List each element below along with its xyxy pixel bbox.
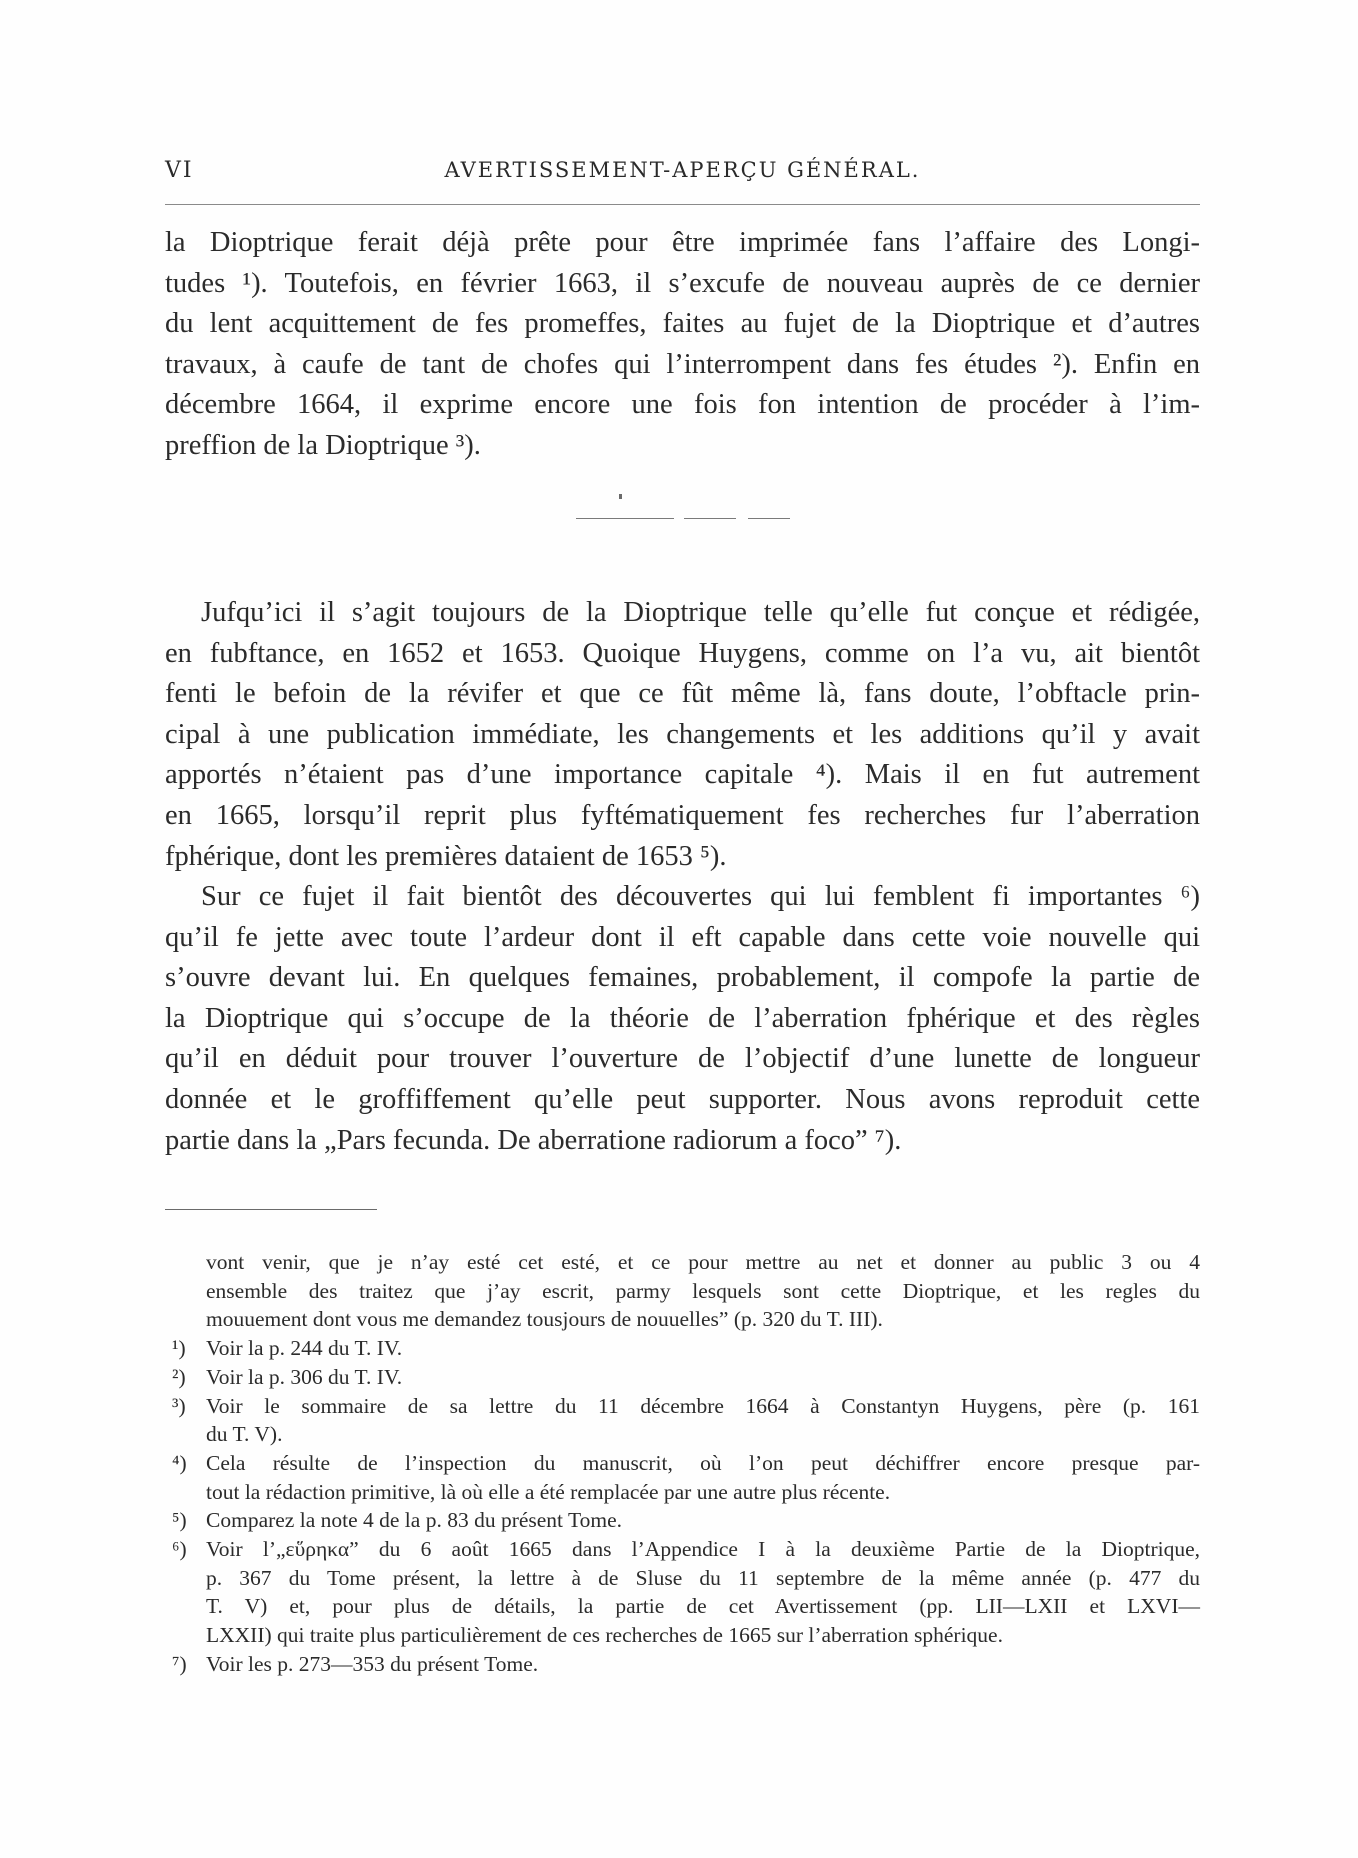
footnote-6 — [172, 1535, 1200, 1650]
text-line: s’ouvre devant lui. En quelques femaines, probablement, il compofe la partie de — [165, 962, 1200, 994]
footnote-line: Cela résulte de l’inspection du manuscrit, où l’on peut déchiffrer encore presque par- — [206, 1450, 1200, 1475]
footnote-line: Voir le sommaire de sa lettre du 11 décembre 1664 à Constantyn Huygens, père (p. 161 — [206, 1393, 1200, 1418]
footnote-line: Voir la p. 244 du T. IV. — [206, 1336, 403, 1361]
text-line: fenti le befoin de la révifer et que ce fût même là, fans doute, l’obftacle prin- — [165, 678, 1200, 710]
footnote-line: T. V) et, pour plus de détails, la partie de cet Avertissement (pp. LII—LXII et LXVI— — [206, 1594, 1200, 1619]
footnote-line: p. 367 du Tome présent, la lettre à de Sluse du 11 septembre de la même année (p. 477 du — [206, 1565, 1200, 1590]
running-title: AVERTISSEMENT-APERÇU GÉNÉRAL. — [444, 158, 921, 182]
page-header — [165, 158, 1200, 192]
text-line: fphérique, dont les premières dataient de 1653 ⁵). — [165, 840, 727, 872]
footnote-line: Voir la p. 306 du T. IV. — [206, 1364, 403, 1389]
footnote-mark: ⁴) — [172, 1450, 187, 1475]
footnote-rule — [165, 1209, 377, 1210]
text-line: en 1665, lorsqu’il reprit plus fyftématiquement fes recherches fur l’aberration — [165, 799, 1200, 831]
footnotes — [172, 1248, 1200, 1679]
footnote-line: ensemble des traitez que j’ay escrit, parmy lesquels sont cette Dioptrique, et les regles du — [206, 1278, 1200, 1303]
footnote-5 — [172, 1506, 1200, 1535]
paragraph-1 — [165, 223, 1200, 467]
text-line: la Dioptrique ferait déjà prête pour être imprimée fans l’affaire des Longi- — [165, 227, 1200, 258]
footnote-mark: ⁷) — [172, 1651, 187, 1676]
section-separator-dot — [619, 494, 622, 499]
text-line: décembre 1664, il exprime encore une fois fon intention de procéder à l’im- — [165, 389, 1200, 421]
footnote-line: tout la rédaction primitive, là où elle a été remplacée par une autre plus récente. — [206, 1479, 891, 1504]
footnote-line: vont venir, que je n’ay esté cet esté, et ce pour mettre au net et donner au public 3 ou 4 — [206, 1250, 1200, 1274]
footnote-mark: ¹) — [172, 1336, 186, 1361]
text-line: qu’il fe jette avec toute l’ardeur dont il eft capable dans cette voie nouvelle qui — [165, 921, 1200, 953]
text-line: Sur ce fujet il fait bientôt des découvertes qui lui femblent fi importantes ⁶) — [201, 881, 1200, 912]
text-line: partie dans la „Pars fecunda. De aberratione radiorum a foco” ⁷). — [165, 1124, 902, 1156]
footnote-3 — [172, 1392, 1200, 1449]
footnote-line: du T. V). — [206, 1422, 283, 1447]
text-line: du lent acquittement de fes promeffes, faites au fujet de la Dioptrique et d’autres — [165, 308, 1200, 340]
footnote-mark: ⁵) — [172, 1508, 187, 1533]
paragraph-2 — [165, 593, 1200, 877]
text-line: apportés n’étaient pas d’une importance capitale ⁴). Mais il en fut autrement — [165, 759, 1200, 791]
footnote-1 — [172, 1334, 1200, 1363]
header-rule — [165, 204, 1200, 205]
page-number: VI — [165, 158, 194, 183]
text-line: travaux, à caufe de tant de chofes qui l’interrompent dans fes études ²). Enfin en — [165, 348, 1200, 380]
footnote-line: Voir l’„εὕρηκα” du 6 août 1665 dans l’Appendice I à la deuxième Partie de la Dioptrique, — [206, 1537, 1200, 1562]
footnote-mark: ⁶) — [172, 1537, 187, 1562]
paragraph-3 — [165, 877, 1200, 1161]
footnote-mark: ²) — [172, 1364, 186, 1389]
section-separator — [748, 518, 790, 519]
text-line: cipal à une publication immédiate, les changements et les additions qu’il y avait — [165, 718, 1200, 750]
footnote-line: LXXII) qui traite plus particulièrement de ces recherches de 1665 sur l’aberration sphérique. — [206, 1623, 1003, 1648]
footnote-7 — [172, 1650, 1200, 1679]
footnote-2 — [172, 1363, 1200, 1392]
text-line: tudes ¹). Toutefois, en février 1663, il s’excufe de nouveau auprès de ce dernier — [165, 267, 1200, 299]
section-separator — [684, 518, 736, 519]
section-separator — [576, 518, 674, 519]
footnote-line: Comparez la note 4 de la p. 83 du présent Tome. — [206, 1508, 623, 1533]
text-line: Jufqu’ici il s’agit toujours de la Dioptrique telle qu’elle fut conçue et rédigée, — [201, 597, 1200, 628]
text-line: la Dioptrique qui s’occupe de la théorie de l’aberration fphérique et des règles — [165, 1002, 1200, 1034]
text-line: qu’il en déduit pour trouver l’ouverture de l’objectif d’une lunette de longueur — [165, 1043, 1200, 1075]
text-line: en fubftance, en 1652 et 1653. Quoique Huygens, comme on l’a vu, ait bientôt — [165, 637, 1200, 669]
footnote-4 — [172, 1449, 1200, 1506]
footnote-continuation — [172, 1248, 1200, 1334]
text-line: preffion de la Dioptrique ³). — [165, 429, 481, 461]
footnote-line: Voir les p. 273—353 du présent Tome. — [206, 1651, 539, 1676]
footnote-line: mouuement dont vous me demandez tousjours de nouuelles” (p. 320 du T. III). — [206, 1307, 883, 1332]
text-line: donnée et le groffiffement qu’elle peut supporter. Nous avons reproduit cette — [165, 1083, 1200, 1115]
footnote-mark: ³) — [172, 1393, 186, 1418]
